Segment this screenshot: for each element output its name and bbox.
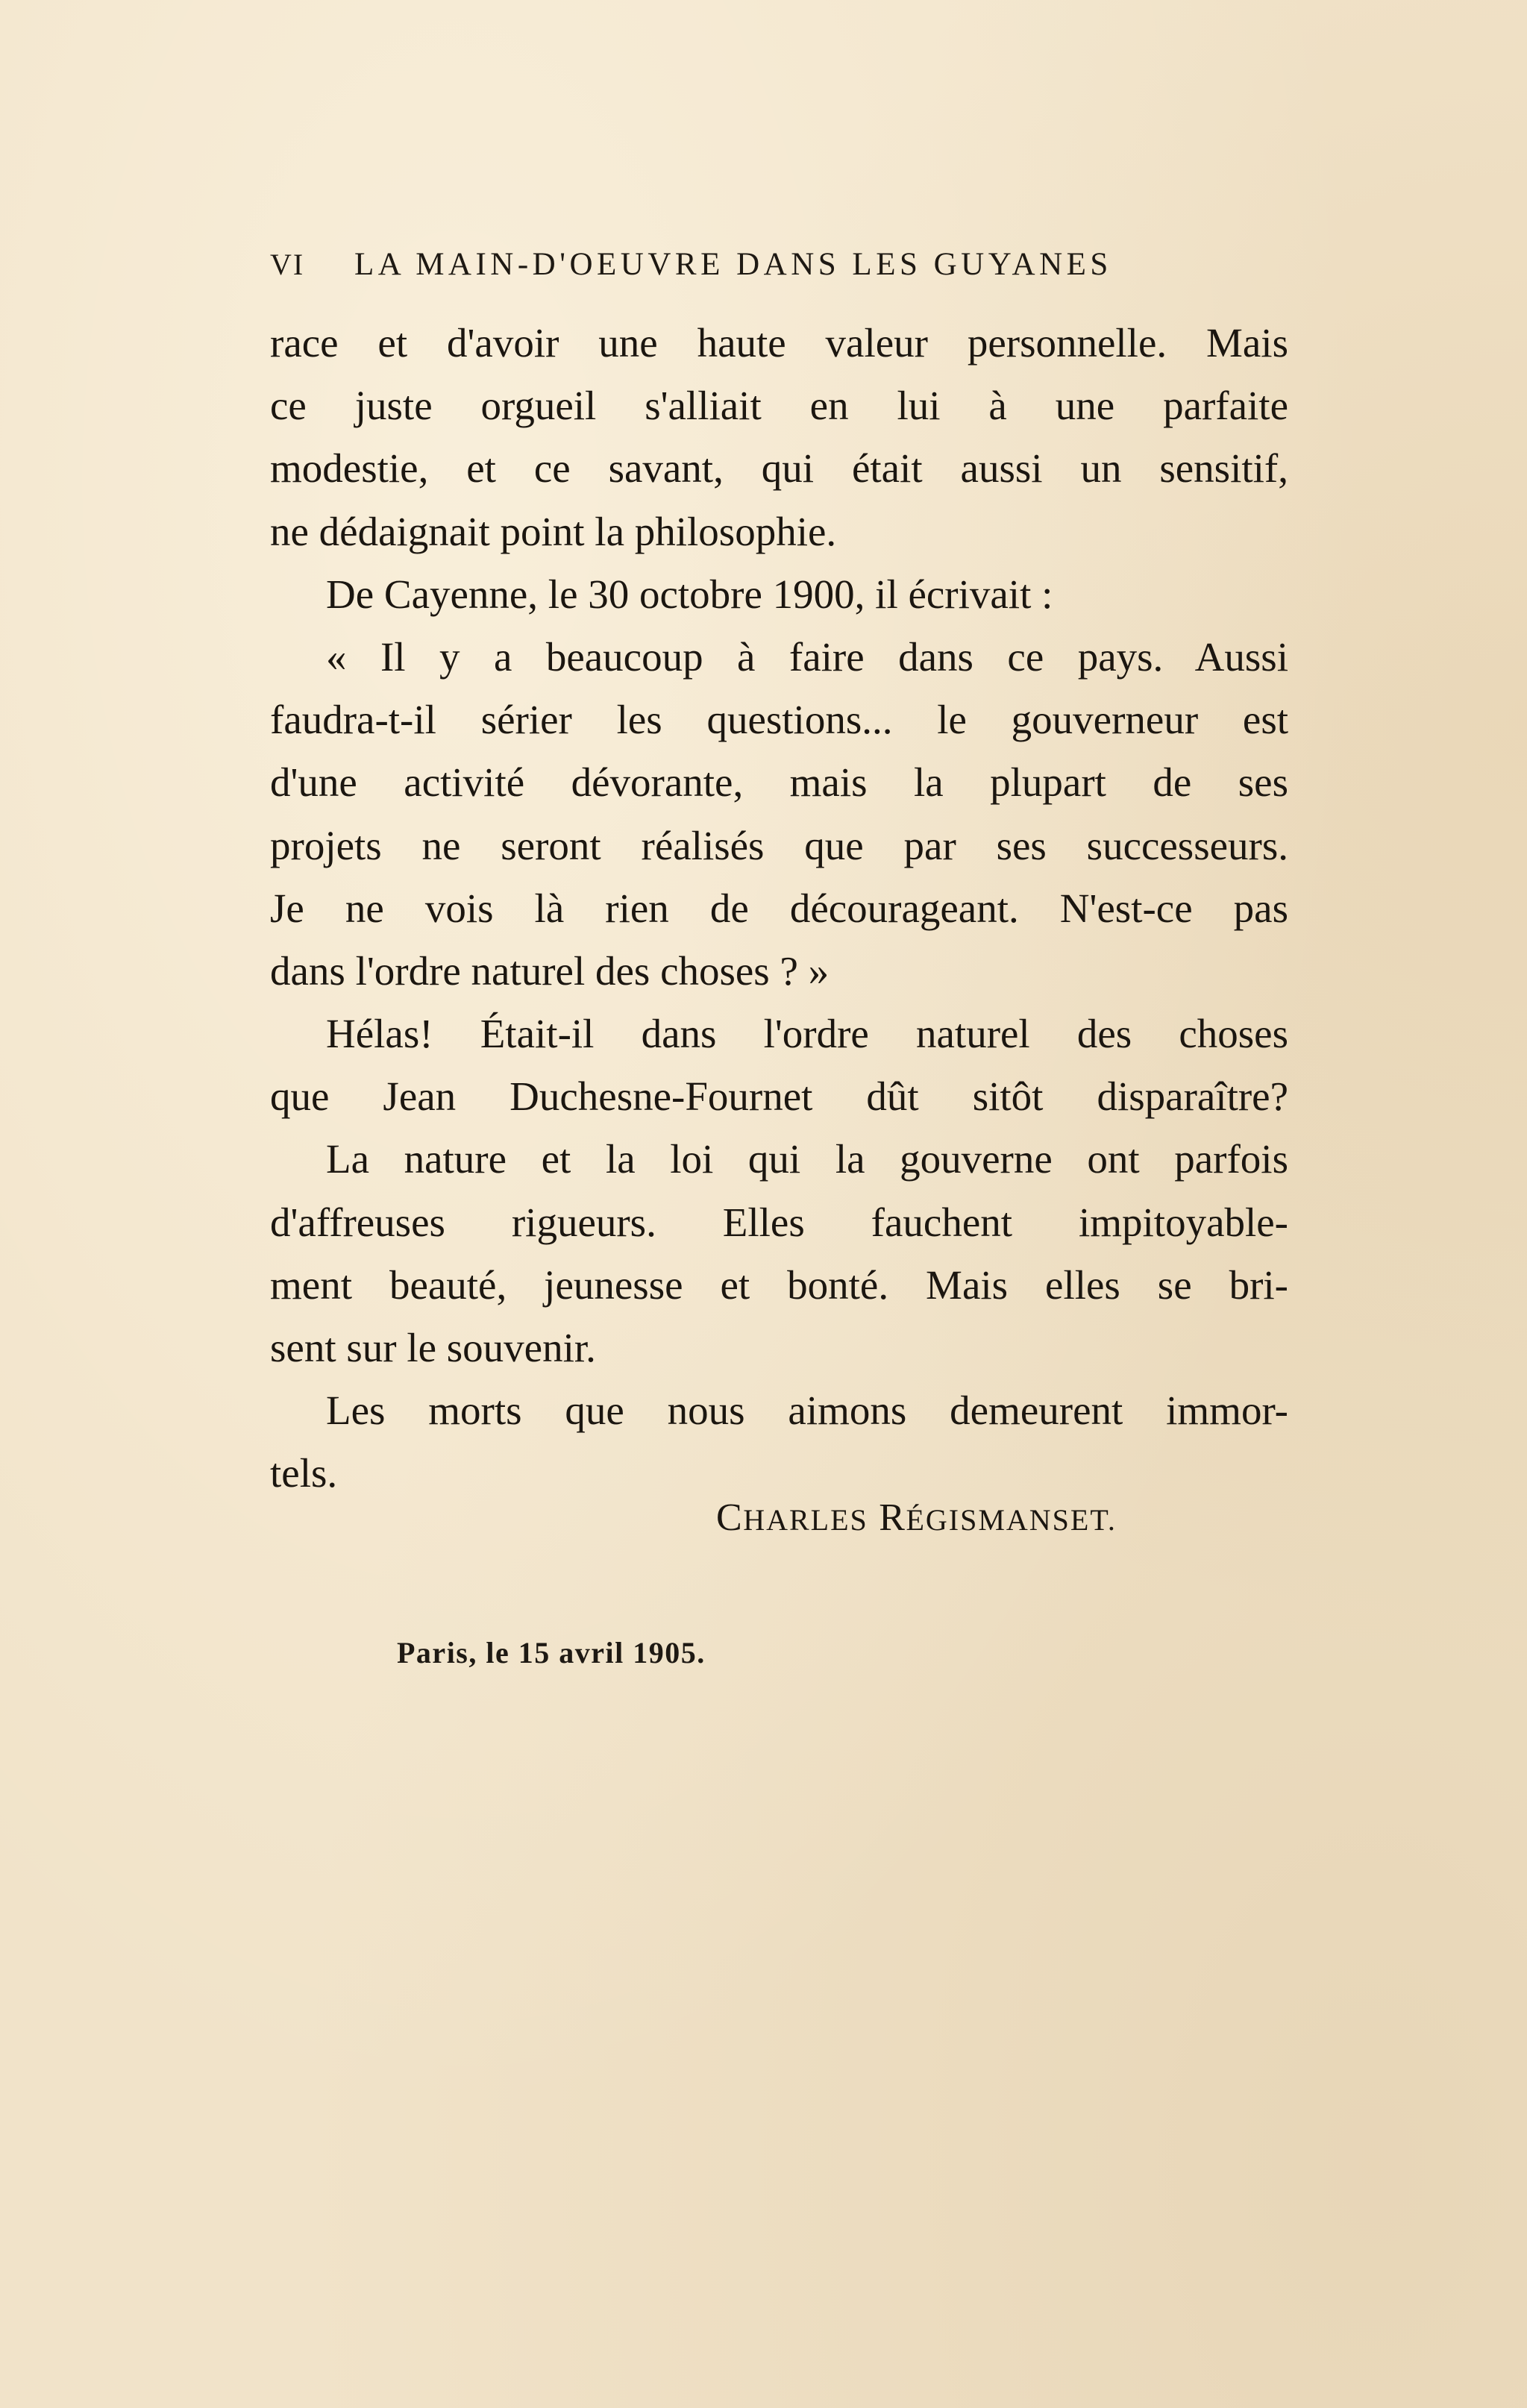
text-line: « Il y a beaucoup à faire dans ce pays. Aussi: [326, 633, 1288, 680]
text-line: Hélas! Était-il dans l'ordre naturel des choses: [326, 1011, 1288, 1057]
running-title: LA MAIN-D'OEUVRE DANS LES GUYANES: [354, 247, 1112, 282]
text-line: tels.: [270, 1450, 338, 1496]
text-line: sent sur le souvenir.: [270, 1325, 596, 1370]
page-number: VI: [270, 248, 305, 281]
running-head: [270, 246, 1277, 291]
text-line: La nature et la loi qui la gouverne ont parfois: [326, 1136, 1288, 1182]
text-line: dans l'ordre naturel des choses ? »: [270, 947, 830, 994]
signature-rest-last: ÉGISMANSET.: [906, 1503, 1117, 1537]
signature-rest-first: HARLES: [743, 1503, 868, 1537]
signature-initial-first: C: [716, 1496, 744, 1539]
text-line: De Cayenne, le 30 octobre 1900, il écrivait :: [326, 571, 1053, 617]
text-line: modestie, et ce savant, qui était aussi un sensitif,: [270, 445, 1288, 492]
signature-initial-last: R: [879, 1496, 906, 1539]
text-line: d'affreuses rigueurs. Elles fauchent impitoyable-: [270, 1199, 1288, 1245]
text-line: ment beauté, jeunesse et bonté. Mais elles se bri-: [270, 1261, 1288, 1308]
author-signature: [716, 1496, 1117, 1540]
text-line: Je ne vois là rien de décourageant. N'est-ce pas: [270, 885, 1288, 931]
text-line: que Jean Duchesne-Fournet dût sitôt disparaître?: [270, 1073, 1288, 1120]
text-line: ce juste orgueil s'alliait en lui à une parfaite: [270, 383, 1288, 429]
dateline: Paris, le 15 avril 1905.: [397, 1636, 706, 1669]
text-line: projets ne seront réalisés que par ses successeurs.: [270, 822, 1288, 868]
body-text: [270, 312, 1288, 1505]
text-line: race et d'avoir une haute valeur personnelle. Mais: [270, 320, 1288, 366]
text-line: faudra-t-il sérier les questions... le gouverneur est: [270, 697, 1288, 743]
text-line: Les morts que nous aimons demeurent immor-: [326, 1388, 1288, 1434]
text-line: d'une activité dévorante, mais la plupart de ses: [270, 759, 1288, 806]
text-line: ne dédaignait point la philosophie.: [270, 508, 837, 554]
